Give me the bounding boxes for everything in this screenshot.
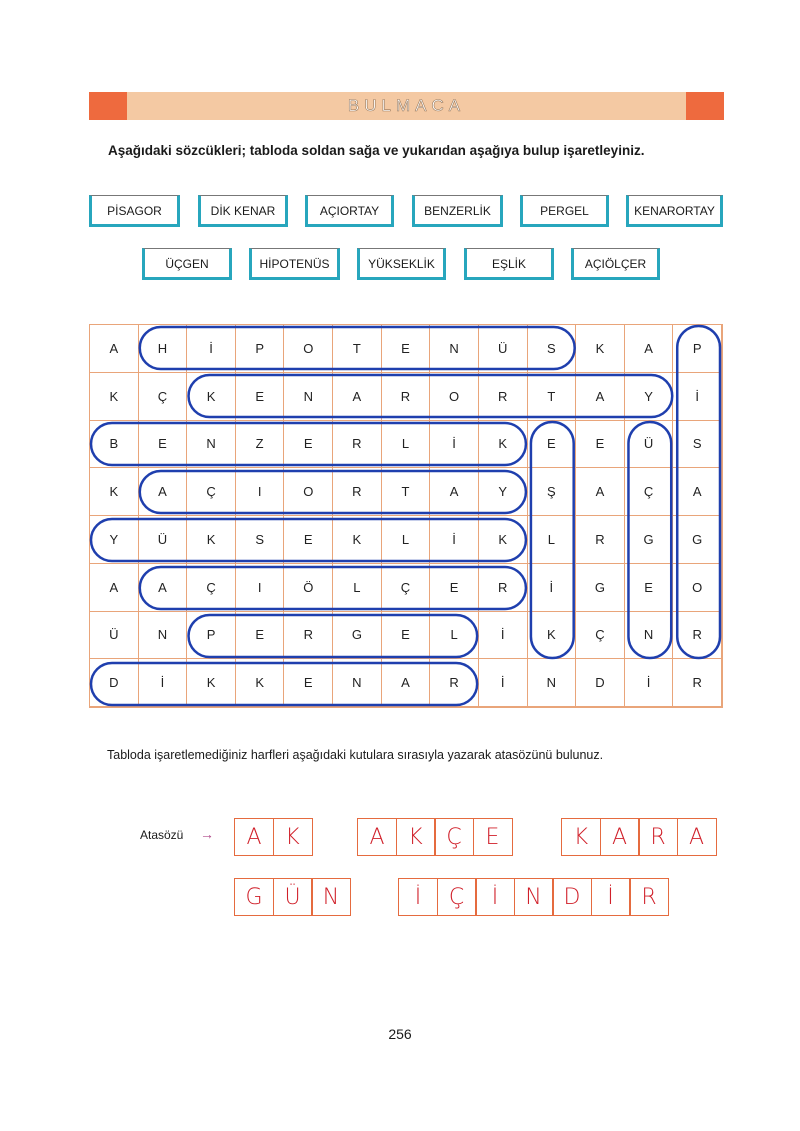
grid-cell: K: [576, 325, 625, 373]
grid-cell: R: [430, 659, 479, 707]
grid-cell: E: [382, 612, 431, 660]
answer-letter-box[interactable]: İ: [475, 878, 515, 916]
answer-instruction: Tabloda işaretlemediğiniz harfleri aşağıdaki kutulara sırasıyla yazarak atasözünü bulunuz.: [107, 748, 604, 762]
grid-cell: A: [673, 468, 722, 516]
grid-cell: G: [673, 516, 722, 564]
grid-cell: E: [528, 421, 577, 469]
grid-cell: K: [528, 612, 577, 660]
word-box: YÜKSEKLİK: [357, 248, 446, 278]
grid-cell: T: [333, 325, 382, 373]
grid-cell: K: [333, 516, 382, 564]
page-title: BULMACA: [347, 96, 466, 115]
grid-cell: S: [528, 325, 577, 373]
grid-cell: L: [430, 612, 479, 660]
grid-cell: N: [333, 659, 382, 707]
word-box: AÇIORTAY: [305, 195, 394, 225]
answer-word-box[interactable]: [561, 818, 717, 856]
grid-cell: Ş: [528, 468, 577, 516]
grid-cell: R: [479, 373, 528, 421]
grid-cell: E: [284, 659, 333, 707]
answer-letter-box[interactable]: A: [677, 818, 717, 856]
answer-letter-box[interactable]: R: [638, 818, 678, 856]
word-search-grid: [89, 324, 723, 708]
grid-cell: R: [284, 612, 333, 660]
answer-letter-box[interactable]: N: [311, 878, 351, 916]
grid-cell: D: [90, 659, 139, 707]
grid-cell: O: [284, 468, 333, 516]
grid-cell: G: [625, 516, 674, 564]
grid-cell: E: [430, 564, 479, 612]
grid-cell: L: [382, 516, 431, 564]
grid-cell: G: [576, 564, 625, 612]
grid-cell: İ: [673, 373, 722, 421]
grid-cell: Ç: [625, 468, 674, 516]
grid-cell: I: [236, 468, 285, 516]
grid-cell: E: [236, 373, 285, 421]
grid-cell: A: [430, 468, 479, 516]
grid-cell: G: [333, 612, 382, 660]
grid-cell: N: [139, 612, 188, 660]
grid-cell: E: [576, 421, 625, 469]
grid-cell: A: [90, 325, 139, 373]
grid-cell: Ç: [187, 564, 236, 612]
answer-letter-box[interactable]: Ç: [434, 818, 474, 856]
grid-cell: S: [236, 516, 285, 564]
word-box: AÇIÖLÇER: [571, 248, 660, 278]
grid-cell: L: [333, 564, 382, 612]
grid-cell: L: [528, 516, 577, 564]
grid-cell: K: [90, 373, 139, 421]
grid-cell: R: [333, 468, 382, 516]
answer-letter-box[interactable]: G: [234, 878, 274, 916]
answer-letter-box[interactable]: İ: [398, 878, 438, 916]
grid-cell: A: [333, 373, 382, 421]
word-box: PERGEL: [520, 195, 609, 225]
grid-cell: O: [673, 564, 722, 612]
grid-cell: E: [139, 421, 188, 469]
grid-cell: E: [625, 564, 674, 612]
grid-cell: L: [382, 421, 431, 469]
grid-cell: O: [430, 373, 479, 421]
grid-cell: İ: [430, 421, 479, 469]
grid-cell: R: [333, 421, 382, 469]
grid-cell: K: [236, 659, 285, 707]
grid-cell: İ: [479, 659, 528, 707]
grid-cell: A: [139, 468, 188, 516]
grid-cell: S: [673, 421, 722, 469]
grid-cell: Y: [90, 516, 139, 564]
grid-cell: K: [187, 373, 236, 421]
answer-letter-box[interactable]: E: [473, 818, 513, 856]
answer-letter-box[interactable]: R: [629, 878, 669, 916]
grid-cell: İ: [528, 564, 577, 612]
grid-cell: İ: [479, 612, 528, 660]
atasozu-label: Atasözü: [140, 828, 184, 842]
grid-cell: E: [236, 612, 285, 660]
grid-cell: Z: [236, 421, 285, 469]
answer-letter-box[interactable]: K: [396, 818, 436, 856]
grid-cell: B: [90, 421, 139, 469]
word-box: KENARORTAY: [626, 195, 723, 225]
answer-letter-box[interactable]: K: [273, 818, 313, 856]
grid-cell: P: [673, 325, 722, 373]
grid-cell: Ö: [284, 564, 333, 612]
grid-cell: T: [382, 468, 431, 516]
grid-cell: A: [576, 373, 625, 421]
grid-cell: N: [430, 325, 479, 373]
grid-cell: N: [625, 612, 674, 660]
grid-cell: Ü: [625, 421, 674, 469]
grid-cell: A: [139, 564, 188, 612]
grid-cell: O: [284, 325, 333, 373]
word-box: HİPOTENÜS: [249, 248, 340, 278]
answer-letter-box[interactable]: N: [514, 878, 554, 916]
grid-cell: Ç: [139, 373, 188, 421]
grid-cell: D: [576, 659, 625, 707]
grid-cell: E: [382, 325, 431, 373]
answer-letter-box[interactable]: İ: [591, 878, 631, 916]
grid-cell: N: [528, 659, 577, 707]
grid-cell: Ç: [576, 612, 625, 660]
page-number: 256: [388, 1026, 412, 1042]
grid-cell: A: [382, 659, 431, 707]
grid-cell: Y: [479, 468, 528, 516]
grid-cell: R: [382, 373, 431, 421]
grid-cell: E: [284, 421, 333, 469]
answer-word-box[interactable]: [357, 818, 513, 856]
grid-cell: K: [90, 468, 139, 516]
answer-word-box[interactable]: [234, 878, 351, 916]
answer-word-box[interactable]: [234, 818, 313, 856]
word-box: PİSAGOR: [89, 195, 180, 225]
grid-cell: R: [479, 564, 528, 612]
grid-cell: İ: [139, 659, 188, 707]
grid-cell: K: [479, 421, 528, 469]
grid-cell: K: [187, 659, 236, 707]
grid-cell: N: [187, 421, 236, 469]
grid-cell: A: [90, 564, 139, 612]
word-box: BENZERLİK: [412, 195, 503, 225]
grid-cell: Ü: [90, 612, 139, 660]
grid-cell: A: [576, 468, 625, 516]
grid-cell: H: [139, 325, 188, 373]
answer-letter-box[interactable]: K: [561, 818, 601, 856]
grid-cell: N: [284, 373, 333, 421]
word-box: ÜÇGEN: [142, 248, 232, 278]
grid-cell: İ: [430, 516, 479, 564]
answer-letter-box[interactable]: A: [357, 818, 397, 856]
grid-cell: K: [187, 516, 236, 564]
grid-cell: K: [479, 516, 528, 564]
grid-cell: E: [284, 516, 333, 564]
grid-cell: R: [673, 612, 722, 660]
answer-letter-box[interactable]: Ü: [273, 878, 313, 916]
instructions: Aşağıdaki sözcükleri; tabloda soldan sağa ve yukarıdan aşağıya bulup işaretleyiniz.: [108, 143, 645, 158]
answer-letter-box[interactable]: D: [552, 878, 592, 916]
grid-cell: A: [625, 325, 674, 373]
grid-cell: Ü: [139, 516, 188, 564]
word-box: DİK KENAR: [198, 195, 288, 225]
grid-cell: P: [187, 612, 236, 660]
grid-cell: T: [528, 373, 577, 421]
title-banner: [89, 92, 724, 120]
grid-cell: İ: [625, 659, 674, 707]
grid-cell: R: [673, 659, 722, 707]
grid-cell: I: [236, 564, 285, 612]
grid-cell: P: [236, 325, 285, 373]
grid-cell: R: [576, 516, 625, 564]
answer-letter-box[interactable]: A: [234, 818, 274, 856]
answer-letter-box[interactable]: Ç: [437, 878, 477, 916]
grid-cell: İ: [187, 325, 236, 373]
grid-cell: Ç: [187, 468, 236, 516]
answer-word-box[interactable]: [398, 878, 669, 916]
grid-cell: Ç: [382, 564, 431, 612]
answer-letter-box[interactable]: A: [600, 818, 640, 856]
arrow-icon: →: [200, 826, 214, 842]
grid-cell: Y: [625, 373, 674, 421]
grid-cell: Ü: [479, 325, 528, 373]
word-box: EŞLİK: [464, 248, 554, 278]
